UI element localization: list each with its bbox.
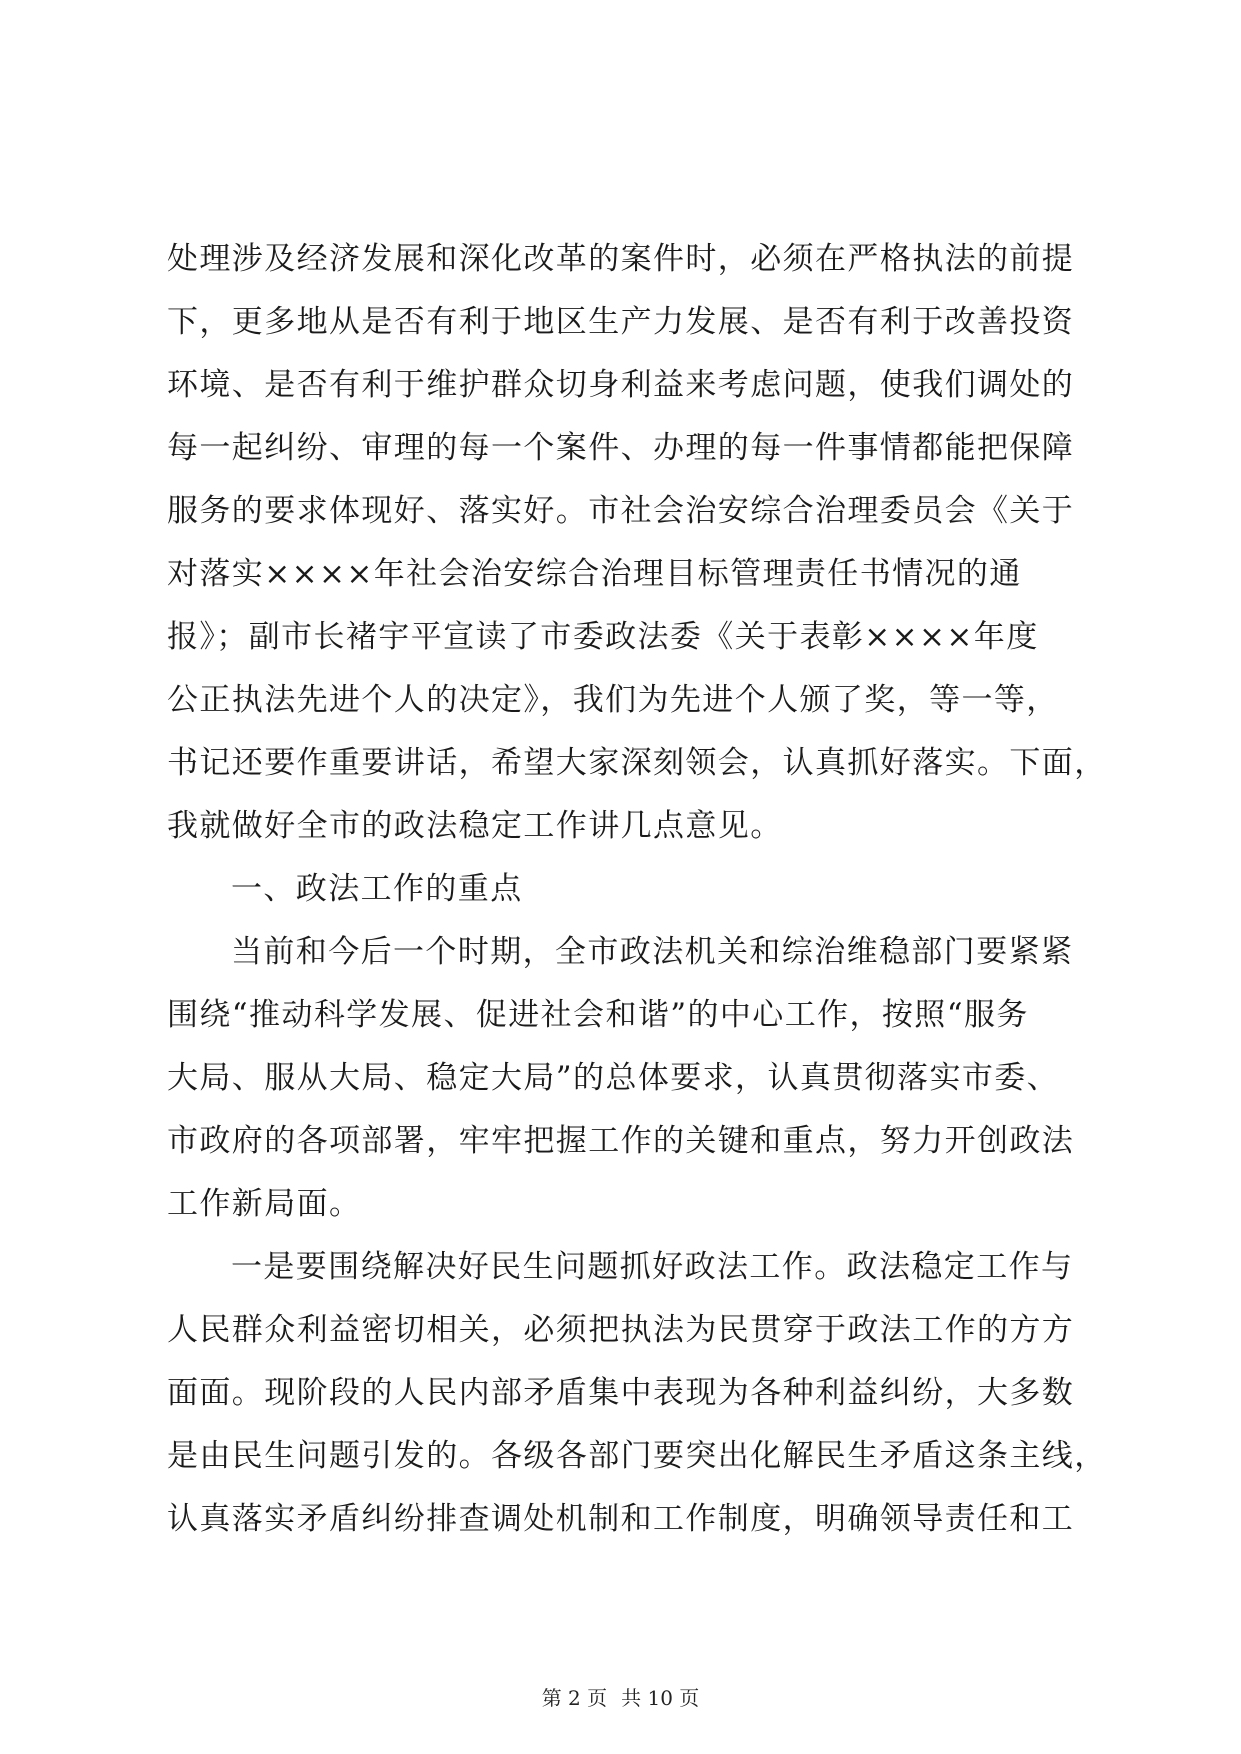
text-line: 书记还要作重要讲话，希望大家深刻领会，认真抓好落实。下面， xyxy=(167,745,1107,781)
text-line: 处理涉及经济发展和深化改革的案件时，必须在严格执法的前提 xyxy=(167,241,1075,277)
page-number: 第 2 页 xyxy=(541,1686,608,1710)
text-line: 下，更多地从是否有利于地区生产力发展、是否有利于改善投资 xyxy=(167,304,1075,340)
text-line: 一是要围绕解决好民生问题抓好政法工作。政法稳定工作与 xyxy=(231,1249,1074,1285)
text-line: 我就做好全市的政法稳定工作讲几点意见。 xyxy=(167,808,783,844)
text-line: 人民群众利益密切相关，必须把执法为民贯穿于政法工作的方方 xyxy=(167,1312,1075,1348)
text-line: 工作新局面。 xyxy=(167,1186,362,1222)
page-footer xyxy=(0,1686,1241,1710)
text-line: 面面。现阶段的人民内部矛盾集中表现为各种利益纠纷，大多数 xyxy=(167,1375,1075,1411)
text-line: 对落实××××年社会治安综合治理目标管理责任书情况的通 xyxy=(167,556,1022,592)
text-line: 一、政法工作的重点 xyxy=(231,871,523,907)
text-line: 围绕“推动科学发展、促进社会和谐”的中心工作，按照“服务 xyxy=(167,997,1029,1033)
text-line: 是由民生问题引发的。各级各部门要突出化解民生矛盾这条主线， xyxy=(167,1438,1107,1474)
document-body xyxy=(167,228,1107,1551)
text-line: 报》；副市长褚宇平宣读了市委政法委《关于表彰××××年度 xyxy=(167,619,1039,655)
text-line: 当前和今后一个时期，全市政法机关和综治维稳部门要紧紧 xyxy=(231,934,1074,970)
text-line: 服务的要求体现好、落实好。市社会治安综合治理委员会《关于 xyxy=(167,493,1075,529)
text-line: 大局、服从大局、稳定大局”的总体要求，认真贯彻落实市委、 xyxy=(167,1060,1060,1096)
text-line: 环境、是否有利于维护群众切身利益来考虑问题，使我们调处的 xyxy=(167,367,1075,403)
text-line: 认真落实矛盾纠纷排查调处机制和工作制度，明确领导责任和工 xyxy=(167,1501,1075,1537)
text-line: 每一起纠纷、审理的每一个案件、办理的每一件事情都能把保障 xyxy=(167,430,1075,466)
page-total: 共 10 页 xyxy=(621,1686,700,1710)
text-line: 公正执法先进个人的决定》，我们为先进个人颁了奖，等一等， xyxy=(167,682,1059,718)
text-line: 市政府的各项部署，牢牢把握工作的关键和重点，努力开创政法 xyxy=(167,1123,1075,1159)
